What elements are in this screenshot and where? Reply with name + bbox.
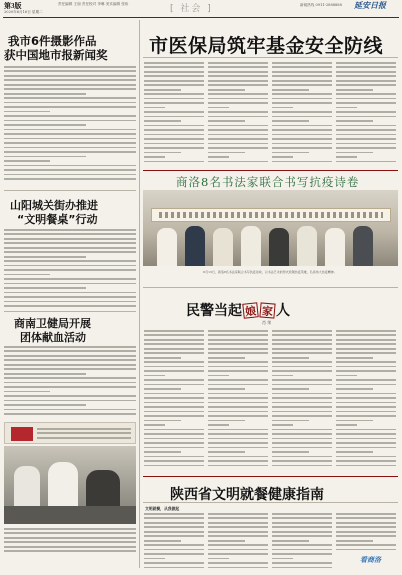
security-body-col2 xyxy=(208,62,268,166)
photo-person xyxy=(157,228,177,266)
photo-person xyxy=(86,470,120,510)
column-divider xyxy=(139,20,140,568)
site-watermark-logo: 看商洛 xyxy=(360,556,381,564)
shanyang-body xyxy=(4,229,136,307)
photo-award-subtitle: 获中国地市报新闻奖 xyxy=(4,48,108,62)
newspaper-logo: 延安日报 xyxy=(354,1,386,10)
calligraphy-scroll-text xyxy=(159,212,383,218)
page-number: 第3版 xyxy=(4,2,22,10)
calligraphy-caption: 6月13日，商洛8名书法家联合书写抗疫诗卷，以书法艺术的形式致敬抗疫英雄，弘扬伟大抗疫精神。 xyxy=(203,270,337,274)
police-essay-col2 xyxy=(208,330,268,472)
photo-person xyxy=(14,466,40,510)
divider xyxy=(143,287,398,288)
divider xyxy=(4,190,136,191)
title-suffix: 人 xyxy=(276,303,290,319)
security-title: 市医保局筑牢基金安全防线 xyxy=(149,35,384,57)
photo-person xyxy=(325,228,345,266)
blood-photo-caption xyxy=(4,528,136,556)
section-label: [ 社会 ] xyxy=(170,4,213,14)
photo-person xyxy=(353,226,373,266)
divider xyxy=(143,57,398,58)
police-essay-author: 肖 荣 xyxy=(262,320,272,325)
divider xyxy=(4,311,136,312)
calligraphy-photo xyxy=(143,190,398,266)
masthead xyxy=(0,0,402,18)
blood-subtitle: 团体献血活动 xyxy=(20,331,86,344)
health-guide-col2 xyxy=(208,513,268,571)
title-char-niang: 娘 xyxy=(242,302,258,318)
security-body-col4 xyxy=(336,62,396,166)
photo-person xyxy=(241,226,261,266)
photo-award-body xyxy=(4,66,136,184)
blood-donation-photo xyxy=(4,446,136,524)
security-body-col1 xyxy=(144,62,204,166)
title-prefix: 民警当起 xyxy=(186,303,242,319)
health-guide-col1 xyxy=(144,513,204,571)
police-essay-col4 xyxy=(336,330,396,472)
calligraphy-title: 商洛8名书法家联合书写抗疫诗卷 xyxy=(176,175,360,189)
photo-person xyxy=(213,228,233,266)
security-body-col3 xyxy=(272,62,332,166)
photo-person xyxy=(297,226,317,266)
police-essay-title xyxy=(186,300,290,320)
editor-line: 责任编辑 王朋 责任校对 李琳 美术编辑 张伟 xyxy=(58,2,129,6)
title-char-jia: 家 xyxy=(259,302,275,318)
section-rule xyxy=(143,170,398,171)
photo-table xyxy=(4,506,136,524)
photo-person xyxy=(269,228,289,266)
section-rule xyxy=(143,476,398,477)
shanyang-subtitle: “文明餐桌”行动 xyxy=(17,213,98,226)
ad-text xyxy=(37,428,131,442)
left-ad-block xyxy=(4,422,136,444)
blood-body xyxy=(4,346,136,418)
issue-date: 2020年6月16日 星期二 xyxy=(4,10,43,14)
divider xyxy=(143,502,398,503)
photo-award-title: 我市6件摄影作品 xyxy=(8,34,97,48)
police-essay-col3 xyxy=(272,330,332,472)
police-essay-col1 xyxy=(144,330,204,472)
ad-logo xyxy=(11,427,33,441)
news-hotline: 新闻热线 0911-2888888 xyxy=(300,3,342,7)
photo-person xyxy=(48,462,78,512)
health-guide-intro: 文明就餐，从我做起 xyxy=(145,506,180,511)
health-guide-title: 陕西省文明就餐健康指南 xyxy=(170,487,324,503)
shanyang-title: 山阳城关街办推进 xyxy=(10,199,98,212)
blood-title: 商南卫健局开展 xyxy=(14,317,91,330)
health-guide-col4 xyxy=(336,513,396,553)
health-guide-col3 xyxy=(272,513,332,571)
masthead-rule xyxy=(3,17,399,18)
photo-person xyxy=(185,226,205,266)
